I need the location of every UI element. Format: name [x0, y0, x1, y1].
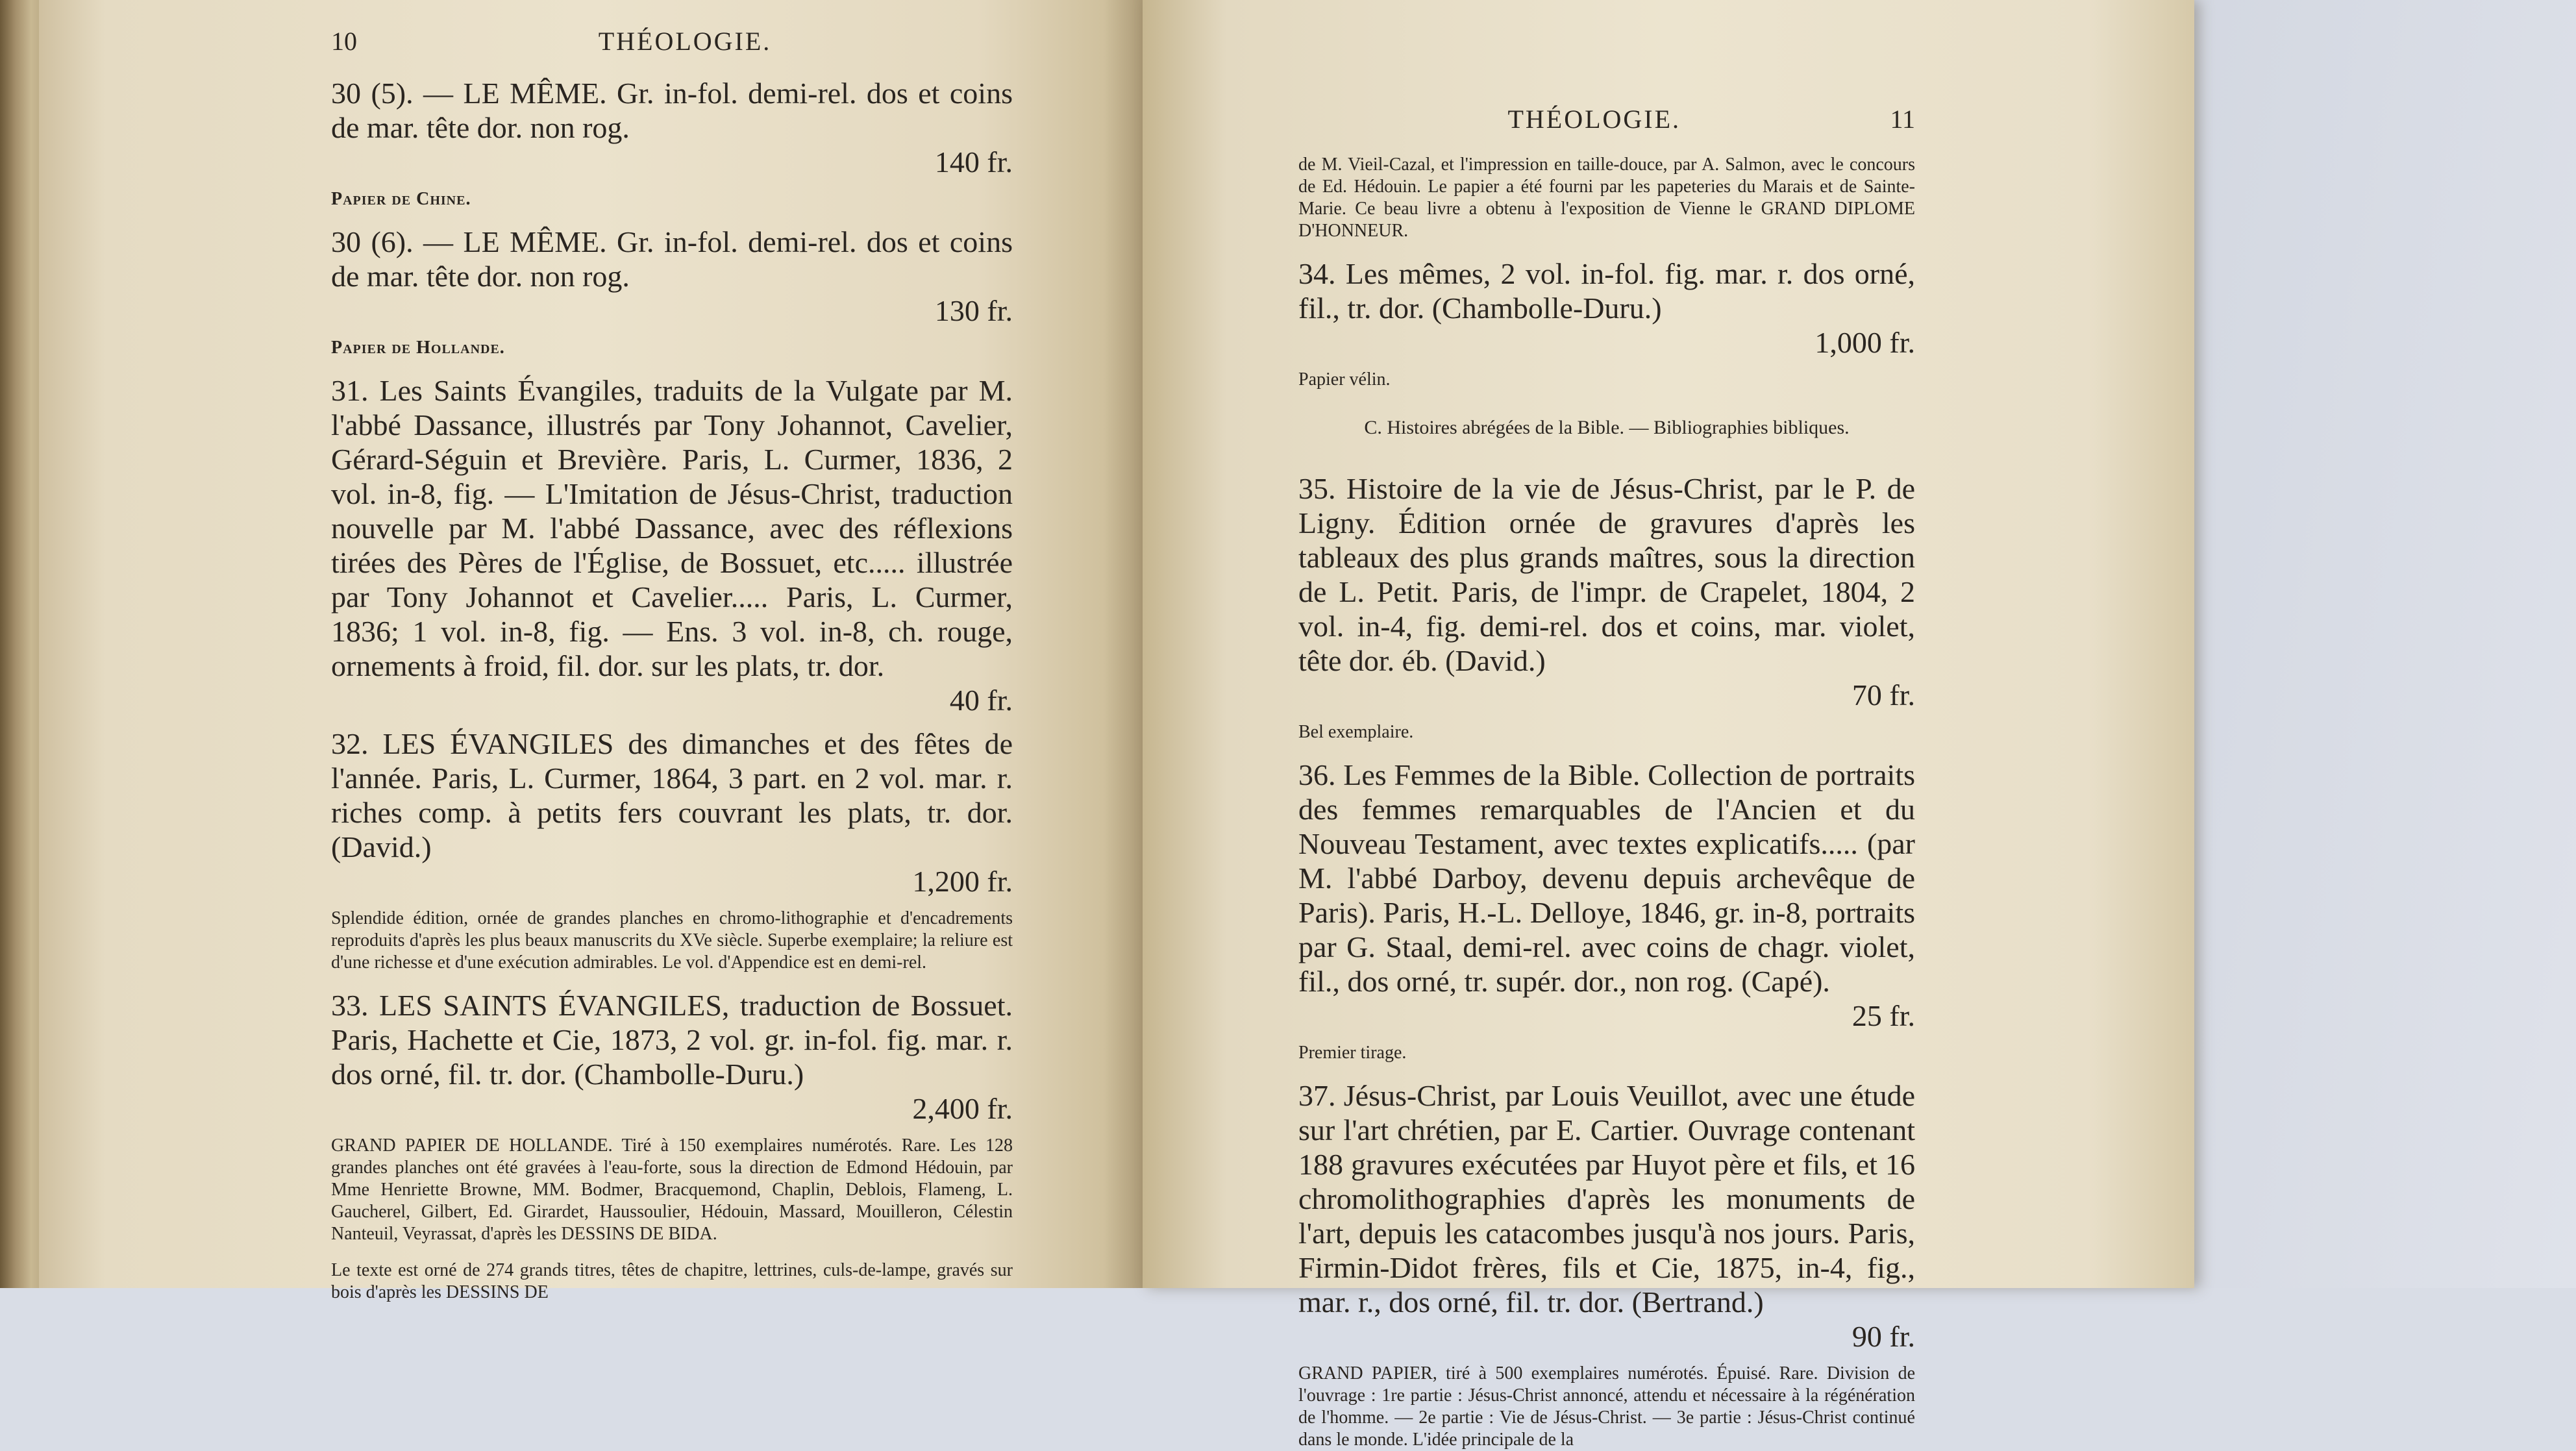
entry-note: Premier tirage. — [1298, 1043, 1407, 1063]
entry-price: 1,200 fr. — [912, 865, 1013, 898]
entry-price: 140 fr. — [934, 145, 1013, 179]
entry-35 — [1298, 471, 1915, 712]
entry-price: 40 fr. — [949, 684, 1013, 717]
entry-33 — [331, 988, 1013, 1126]
entry-32 — [331, 726, 1013, 899]
right-running-head — [1298, 104, 1915, 134]
entry-note: de M. Vieil-Cazal, et l'impression en taille-douce, par A. Salmon, avec le concours de Ed. Hédouin. Le papier a été fourni par les papeteries du Marais et de Sainte-Marie. Ce beau livre a obtenu à l'exposition de Vienne le GRAND DIPLOME D'HONNEUR. — [1298, 155, 1915, 241]
left-page — [39, 0, 1143, 1302]
right-page-number: 11 — [1890, 105, 1915, 134]
entry-text: 34. Les mêmes, 2 vol. in-fol. fig. mar. r. dos orné, fil., tr. dor. (Chambolle-Duru.) — [1298, 257, 1915, 325]
entry-price: 90 fr. — [1852, 1320, 1915, 1353]
entry-34 — [1298, 256, 1915, 360]
left-text-column — [331, 26, 1013, 1304]
entry-text: 32. LES ÉVANGILES des dimanches et des fêtes de l'année. Paris, L. Curmer, 1864, 3 part. en 2 vol. mar. r. riches comp. à petits fers couvrant les plats, tr. dor. (David.) — [331, 727, 1013, 863]
entry-text: 30 (6). — LE MÊME. Gr. in-fol. demi-rel. dos et coins de mar. tête dor. non rog. — [331, 225, 1013, 293]
paper-note: Papier de Hollande. — [331, 338, 505, 358]
entry-price: 70 fr. — [1852, 678, 1915, 712]
entry-text: 31. Les Saints Évangiles, traduits de la Vulgate par M. l'abbé Dassance, illustrés par Tony Johannot, Cavelier, Gérard-Séguin et Brevière. Paris, L. Curmer, 1836, 2 vol. in-8, fig. — L'Imitation de Jésus-Christ, traduction nouvelle par M. l'abbé Dassance, avec des réflexions tirées des Pères de l'Église, de Bossuet, etc..... illustrée par Tony Johannot et Cavelier..... Paris, L. Curmer, 1836; 1 vol. in-8, fig. — Ens. 3 vol. in-8, ch. rouge, ornements à froid, fil. dor. sur les plats, tr. dor. — [331, 374, 1013, 682]
entry-text: 33. LES SAINTS ÉVANGILES, traduction de Bossuet. Paris, Hachette et Cie, 1873, 2 vol. gr. in-fol. fig. mar. r. dos orné, fil. tr. dor. (Chambolle-Duru.) — [331, 989, 1013, 1091]
entry-text: 35. Histoire de la vie de Jésus-Christ, par le P. de Ligny. Édition ornée de gravures d'après les tableaux des plus grands maîtres, sous la direction de L. Petit. Paris, de l'impr. de Crapelet, 1804, 2 vol. in-4, fig. demi-rel. dos et coins, mar. violet, tête dor. éb. (David.) — [1298, 472, 1915, 677]
entry-text: 36. Les Femmes de la Bible. Collection de portraits des femmes remarquables de l'Ancien et du Nouveau Testament, avec textes explicatifs..... (par M. l'abbé Darboy, devenu depuis archevêque de Paris). Paris, H.-L. Delloye, 1846, gr. in-8, portraits par G. Staal, demi-rel. avec coins de chagr. violet, fil., dos orné, tr. supér. dor., non rog. (Capé). — [1298, 758, 1915, 998]
paper-note: Papier de Chine. — [331, 189, 471, 209]
entry-price: 25 fr. — [1852, 999, 1915, 1032]
entry-note: Bel exemplaire. — [1298, 722, 1414, 742]
entry-note: Le texte est orné de 274 grands titres, têtes de chapitre, lettrines, culs-de-lampe, gravés sur bois d'après les DESSINS DE — [331, 1260, 1013, 1302]
right-running-title: THÉOLOGIE. — [1507, 105, 1681, 134]
entry-price: 1,000 fr. — [1814, 326, 1915, 359]
entry-36 — [1298, 758, 1915, 1033]
right-text-column — [1298, 104, 1915, 1451]
entry-note: GRAND PAPIER, tiré à 500 exemplaires numérotés. Épuisé. Rare. Division de l'ouvrage : 1re partie : Jésus-Christ annoncé, attendu et nécessaire à la régénération de l'homme. — 2e partie : Vie de Jésus-Christ. — 3e partie : Jésus-Christ continué dans le monde. L'idée principale de la — [1298, 1363, 1915, 1450]
left-running-title: THÉOLOGIE. — [598, 27, 772, 56]
entry-30-5 — [331, 76, 1013, 179]
entry-note: GRAND PAPIER DE HOLLANDE. Tiré à 150 exemplaires numérotés. Rare. Les 128 grandes planches ont été gravées à l'eau-forte, sous la direction de Edmond Hédouin, par Mme Henriette Browne, MM. Bodmer, Bracquemond, Chaplin, Deblois, Flameng, L. Gaucherel, Gilbert, Ed. Girardet, Haussoulier, Hédouin, Massard, Mouilleron, Célestin Nanteuil, Veyrassat, d'après les DESSINS DE BIDA. — [331, 1135, 1013, 1244]
entry-price: 130 fr. — [934, 294, 1013, 327]
section-heading: C. Histoires abrégées de la Bible. — Bibliographies bibliques. — [1364, 417, 1850, 438]
entry-30-6 — [331, 225, 1013, 328]
entry-text: 30 (5). — LE MÊME. Gr. in-fol. demi-rel. dos et coins de mar. tête dor. non rog. — [331, 77, 1013, 144]
left-page-number: 10 — [331, 27, 357, 56]
entry-price: 2,400 fr. — [912, 1092, 1013, 1125]
entry-text: 37. Jésus-Christ, par Louis Veuillot, avec une étude sur l'art chrétien, par E. Cartier. Ouvrage contenant 188 gravures exécutées par Huyot père et fils, et 16 chromolithographies d'après les monuments de l'art, depuis les catacombes jusqu'à nos jours. Paris, Firmin-Didot frères, fils et Cie, 1875, in-4, fig., mar. r., dos orné, fil. tr. dor. (Bertrand.) — [1298, 1079, 1915, 1319]
entry-note: Splendide édition, ornée de grandes planches en chromo-lithographie et d'encadrements reproduits d'après les plus beaux manuscrits du XVe siècle. Superbe exemplaire; la reliure est d'une richesse et d'une exécution admirables. Le vol. d'Appendice est en demi-rel. — [331, 908, 1013, 973]
entry-31 — [331, 373, 1013, 717]
paper-note: Papier vélin. — [1298, 369, 1391, 390]
right-page — [1143, 0, 2194, 1450]
left-running-head — [331, 26, 1013, 56]
entry-37 — [1298, 1078, 1915, 1354]
